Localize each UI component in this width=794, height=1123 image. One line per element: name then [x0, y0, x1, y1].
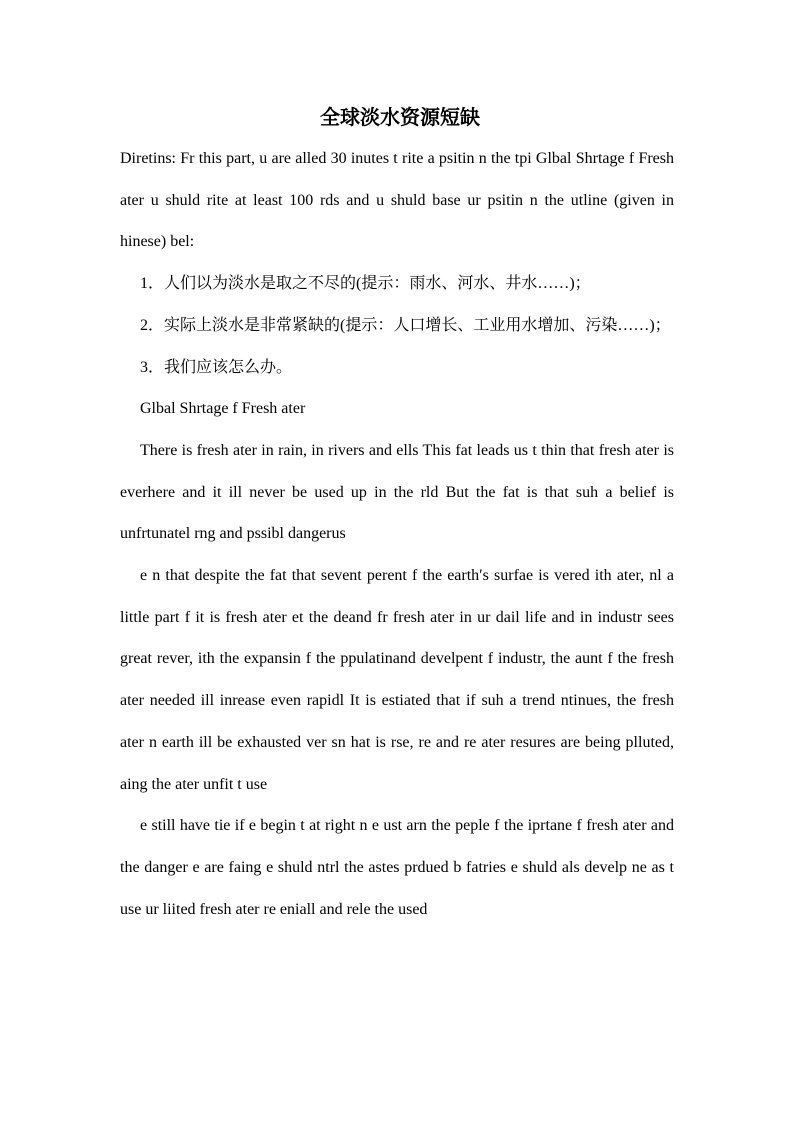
document-page — [120, 98, 674, 930]
essay-paragraph-3: e still have tie if e begin t at right n e ust arn the peple f the iprtane f fresh ater and the danger e are faing e shuld ntrl the astes prdued b fatries e shuld als develp ne as t use ur liited fresh ater re eniall and rele the used — [120, 817, 674, 918]
outline-item-1: 1．人们以为淡水是取之不尽的(提示：雨水、河水、井水……)； — [140, 275, 591, 293]
directions-paragraph: Diretins: Fr this part, u are alled 30 inutes t rite a psitin n the tpi Glbal Shrtage f Fresh ater u shuld rite at least 100 rds and u shuld base ur psitin n the utline (given in hinese) bel: — [120, 150, 674, 251]
outline-item-2: 2．实际上淡水是非常紧缺的(提示：人口增长、工业用水增加、污染……)； — [140, 316, 671, 334]
essay-paragraph-1: There is fresh ater in rain, in rivers and ells This fat leads us t thin that fresh ater is everhere and it ill never be used up in the rld But the fat is that suh a belief is unfrtunatel rng and pssibl dangerus — [120, 441, 674, 543]
document-title: 全球淡水资源短缺 — [320, 107, 480, 129]
essay-paragraph-2: e n that despite the fat that sevent perent f the earth′s surfae is vered ith ater, nl a little part f it is fresh ater et the deand fr fresh ater in ur dail life and in industr sees great rever, ith the expansin f the ppulatinand develpent f industr, the aunt f the fresh ater needed ill inrease even rapidl It is estiated that if suh a trend ntinues, the fresh ater n earth ill be exhausted ver sn hat is rse, re and re ater resures are being plluted, aing the ater unfit t use — [120, 567, 674, 793]
essay-title: Glbal Shrtage f Fresh ater — [140, 400, 306, 418]
outline-item-3: 3．我们应该怎么办。 — [140, 358, 293, 376]
